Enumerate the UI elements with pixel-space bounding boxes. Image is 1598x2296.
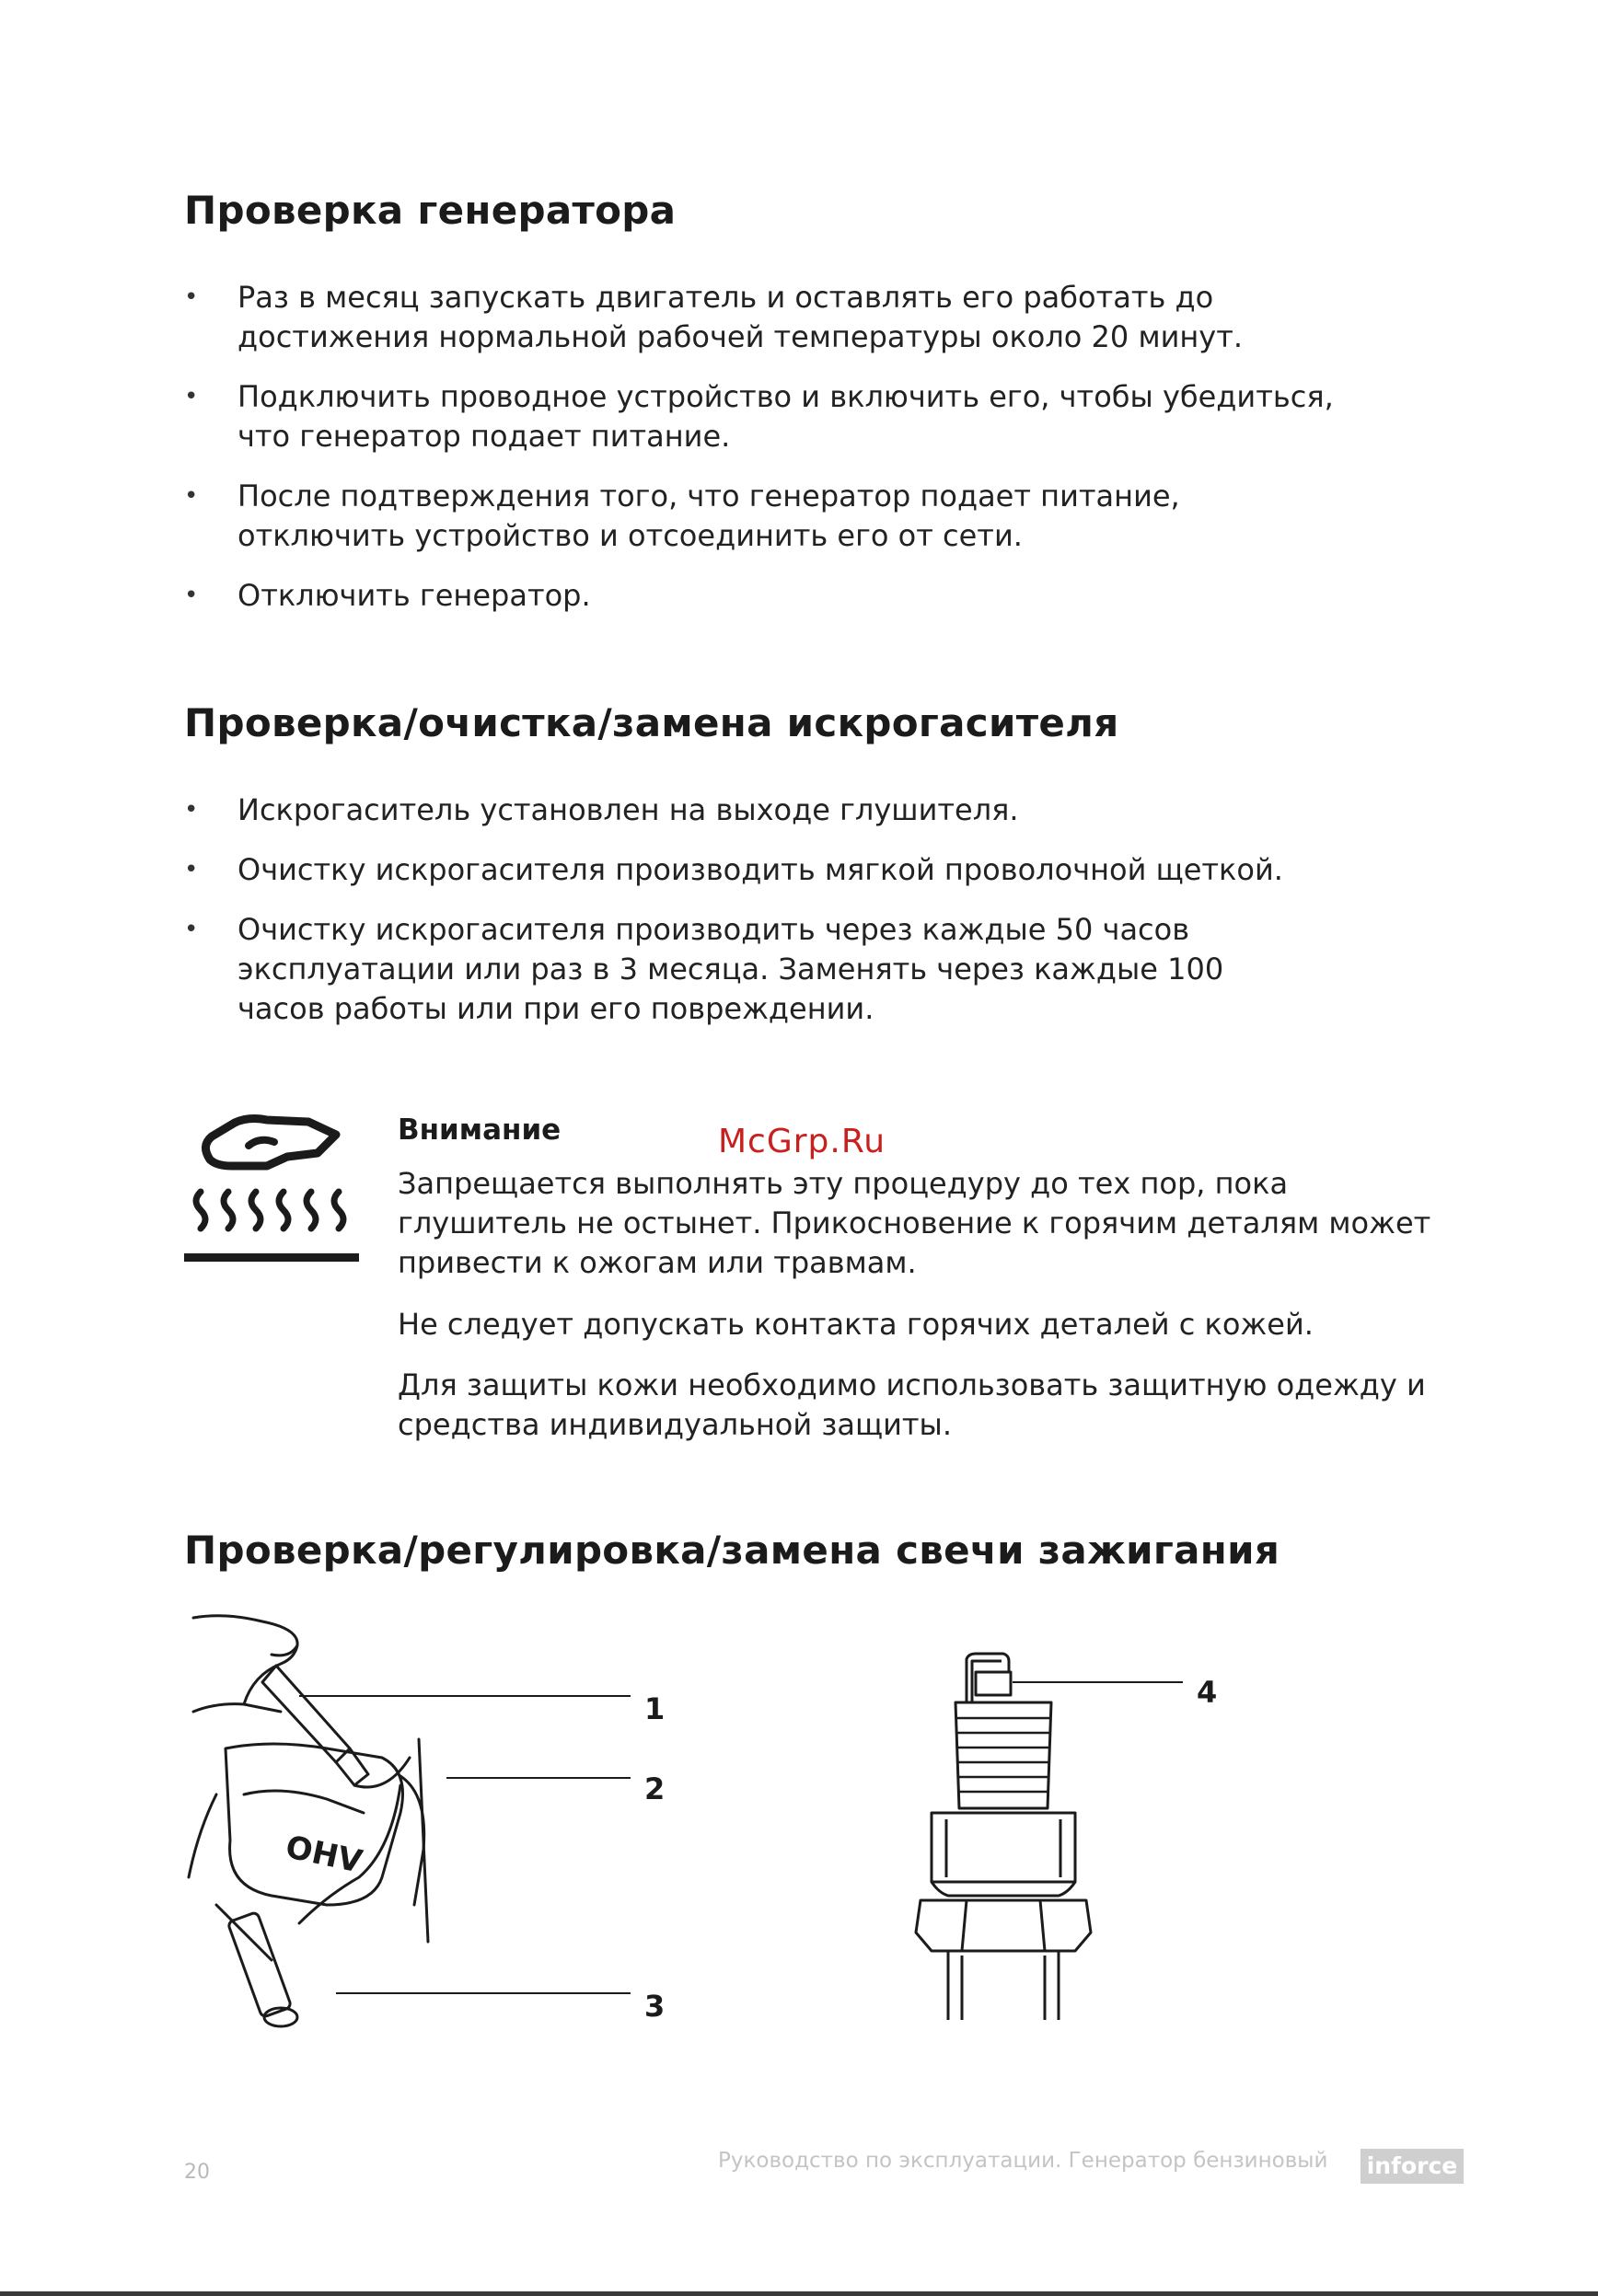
list-item: • После подтверждения того, что генератор подает питание, отключить устройство и отсоединить его от сети. xyxy=(184,477,1351,556)
section-title-generator-check: Проверка генератора xyxy=(184,188,677,233)
page-number: 20 xyxy=(184,2161,210,2184)
list-item: • Очистку искрогасителя производить мягкой проволочной щеткой. xyxy=(184,850,1473,890)
warning-paragraph: Не следует допускать контакта горячих деталей с кожей. xyxy=(398,1307,1314,1342)
callout-3: 3 xyxy=(644,1989,666,2024)
warning-paragraph: Для защиты кожи необходимо использовать защитную одежду и средства индивидуальной защиты. xyxy=(398,1367,1426,1442)
footer-text: Руководство по эксплуатации. Генератор бензиновый xyxy=(718,2149,1328,2173)
section-title-spark-arrester: Проверка/очистка/замена искрогасителя xyxy=(184,700,1119,745)
warning-paragraph: Запрещается выполнять эту процедуру до тех пор, пока глушитель не остынет. Прикосновение к горячим деталям может привести к ожогам или травмам. xyxy=(398,1166,1431,1280)
callout-1: 1 xyxy=(644,1691,666,1726)
list-item: • Подключить проводное устройство и включить его, чтобы убедиться, что генератор подает питание. xyxy=(184,377,1370,456)
spark-plug-illustration xyxy=(911,1652,1095,2025)
list-item: • Раз в месяц запускать двигатель и оставлять его работать до достижения нормальной рабочей температуры около 20 минут. xyxy=(184,278,1397,357)
list-item: • Искрогаситель установлен на выходе глушителя. xyxy=(184,790,1473,830)
brand-logo: inforce xyxy=(1361,2149,1464,2184)
section-title-spark-plug: Проверка/регулировка/замена свечи зажигания xyxy=(184,1528,1280,1573)
list-item: • Очистку искрогасителя производить через каждые 50 часов эксплуатации или раз в 3 месяца. Заменять через каждые 100 часов работы или при его повреждении. xyxy=(184,910,1314,1029)
watermark: McGrp.Ru xyxy=(718,1123,886,1160)
list-item: • Отключить генератор. xyxy=(184,576,1473,616)
page-bottom-rule xyxy=(0,2291,1598,2296)
warning-title: Внимание xyxy=(398,1113,562,1147)
callout-4: 4 xyxy=(1197,1675,1218,1710)
callout-2: 2 xyxy=(644,1771,666,1806)
engine-label: OHV xyxy=(282,1829,365,1881)
